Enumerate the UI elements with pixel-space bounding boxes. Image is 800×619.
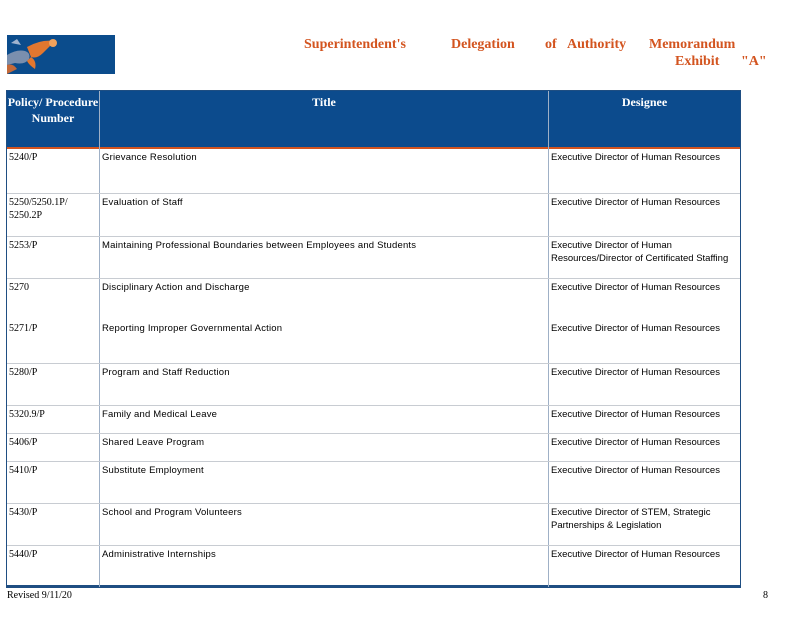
table-row: [7, 149, 740, 194]
header-word: of: [545, 37, 557, 52]
policy-title: Disciplinary Action and Discharge: [102, 282, 250, 293]
policy-number: 5270: [9, 282, 29, 293]
policy-title: School and Program Volunteers: [102, 507, 242, 518]
column-header-number: Policy/ Procedure Number: [7, 95, 99, 125]
policy-number: 5406/P: [9, 437, 38, 448]
policy-designee: Executive Director of Human Resources: [551, 282, 720, 293]
revision-date: Revised 9/11/20: [7, 590, 72, 601]
policy-designee: Executive Director of Human Resources: [551, 409, 720, 420]
policy-designee: Executive Director of Human Resources: [551, 197, 720, 208]
header-word: Authority: [567, 37, 627, 52]
header-word: Exhibit: [675, 54, 720, 69]
table-row: [7, 406, 740, 434]
policy-designee: Executive Director of Human Resources: [551, 549, 720, 560]
policy-number: 5271/P: [9, 323, 38, 334]
table-row: [7, 194, 740, 237]
policy-number: 5280/P: [9, 367, 38, 378]
table-row: [7, 462, 740, 504]
policy-designee: Executive Director of Human Resources/Director of Certificated Staffing: [551, 240, 729, 264]
policy-designee: Executive Director of Human Resources: [551, 367, 720, 378]
policy-designee: Executive Director of Human Resources: [551, 323, 720, 334]
page-number: 8: [763, 590, 768, 601]
policy-number: 5250/5250.1P/ 5250.2P: [9, 197, 68, 221]
policy-number: 5320.9/P: [9, 409, 45, 420]
policy-designee: Executive Director of STEM, Strategic Partnerships & Legislation: [551, 507, 711, 531]
policy-title: Maintaining Professional Boundaries between Employees and Students: [102, 240, 417, 251]
policy-designee: Executive Director of Human Resources: [551, 465, 720, 476]
column-header-title: Title: [312, 95, 336, 109]
table-row: [7, 364, 740, 406]
policy-number: 5253/P: [9, 240, 38, 251]
policy-number: 5430/P: [9, 507, 38, 518]
table-row: [7, 279, 740, 320]
delegation-table: [6, 90, 741, 588]
table-row: [7, 504, 740, 546]
policy-title: Reporting Improper Governmental Action: [102, 323, 283, 334]
policy-number: 5440/P: [9, 549, 38, 560]
table-row: [7, 434, 740, 462]
policy-title: Evaluation of Staff: [102, 197, 183, 208]
column-header-designee: Designee: [621, 95, 668, 109]
table-row: [7, 237, 740, 279]
policy-title: Program and Staff Reduction: [102, 367, 230, 378]
header-word: Superintendent's: [304, 37, 406, 52]
district-logo: [7, 35, 115, 74]
table-header: [7, 91, 740, 149]
table-row: [7, 320, 740, 364]
policy-number: 5240/P: [9, 152, 38, 163]
policy-title: Substitute Employment: [102, 465, 204, 476]
policy-title: Shared Leave Program: [102, 437, 205, 448]
policy-title: Administrative Internships: [102, 549, 216, 560]
policy-number: 5410/P: [9, 465, 38, 476]
policy-title: Grievance Resolution: [102, 152, 197, 163]
policy-designee: Executive Director of Human Resources: [551, 152, 720, 163]
policy-designee: Executive Director of Human Resources: [551, 437, 720, 448]
header-word: Delegation: [451, 37, 515, 52]
table-row: [7, 546, 740, 586]
header-word: Memorandum: [649, 37, 736, 52]
policy-title: Family and Medical Leave: [102, 409, 218, 420]
header-word: "A": [741, 54, 767, 69]
